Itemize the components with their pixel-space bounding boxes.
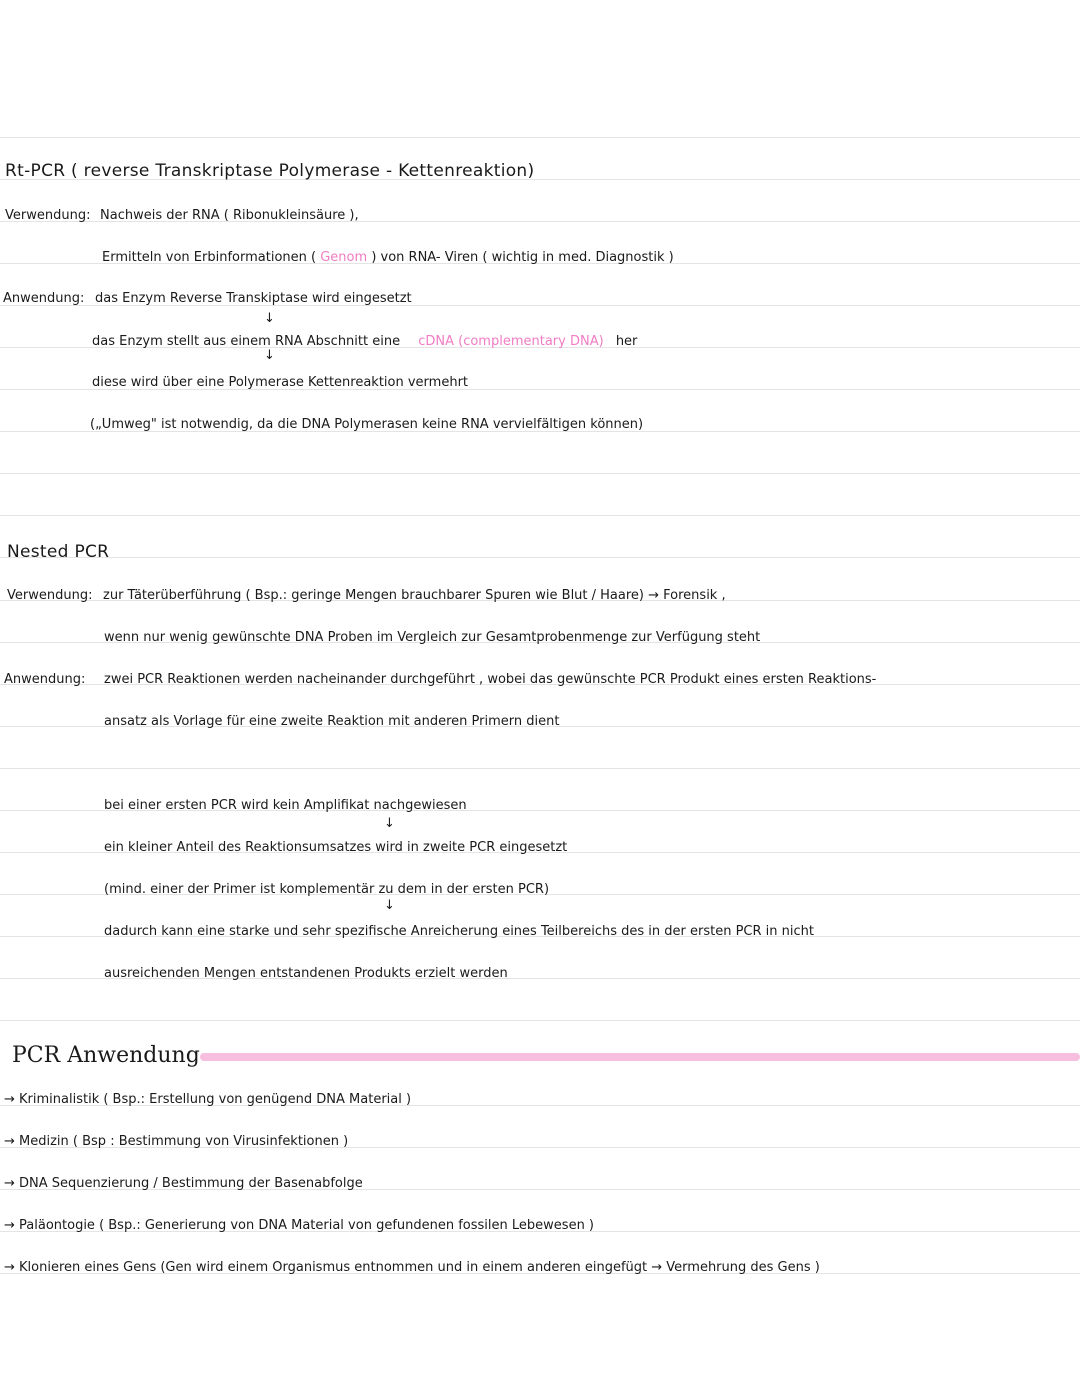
nested-detail-line-2: ein kleiner Anteil des Reaktionsumsatzes wird in zweite PCR eingesetzt	[104, 840, 568, 855]
rt-anwendung-line-4: („Umweg" ist notwendig, da die DNA Polymerasen keine RNA vervielfältigen können)	[90, 417, 644, 432]
nested-detail-line-5: ausreichenden Mengen entstandenen Produkts erzielt werden	[104, 966, 508, 981]
rt-verwendung-line-1: Nachweis der RNA ( Ribonukleinsäure ),	[100, 208, 359, 223]
rt-anwendung-line-3: diese wird über eine Polymerase Kettenreaktion vermehrt	[92, 375, 469, 390]
rt-anwendung-line-2-end: her	[615, 334, 638, 349]
rt-verwendung-line-2-end: ) von RNA- Viren ( wichtig in med. Diagnostik )	[371, 250, 674, 265]
anwendung-label: Anwendung:	[3, 291, 85, 306]
nested-detail-line-1: bei einer ersten PCR wird kein Amplifikat nachgewiesen	[104, 798, 467, 813]
rt-anwendung-line-2-start: das Enzym stellt aus einem RNA Abschnitt eine	[92, 334, 401, 349]
list-item: → Klonieren eines Gens (Gen wird einem Organismus entnommen und in einem anderen eingefügt → Vermehrung des Gens )	[4, 1260, 820, 1275]
rt-anwendung-line-1: das Enzym Reverse Transkiptase wird eingesetzt	[95, 291, 412, 306]
anwendung-label: Anwendung:	[4, 672, 86, 687]
pcr-anwendung-title: PCR Anwendung	[12, 1043, 200, 1068]
list-item: → Paläontogie ( Bsp.: Generierung von DNA Material von gefundenen fossilen Lebewesen )	[4, 1218, 595, 1233]
nested-anwendung-line-1: zwei PCR Reaktionen werden nacheinander durchgeführt , wobei das gewünschte PCR Produkt eines ersten Reaktions-	[104, 672, 877, 687]
rt-verwendung-line-2-start: Ermitteln von Erbinformationen (	[102, 250, 317, 265]
nested-verwendung-line-1: zur Täterüberführung ( Bsp.: geringe Mengen brauchbarer Spuren wie Blut / Haare) → Forensik ,	[103, 588, 726, 603]
list-item: → Kriminalistik ( Bsp.: Erstellung von genügend DNA Material )	[4, 1092, 412, 1107]
verwendung-label: Verwendung:	[7, 588, 93, 603]
cdna-term: cDNA (complementary DNA)	[418, 334, 604, 349]
title-highlight-bar	[200, 1053, 1080, 1061]
down-arrow-icon: ↓	[384, 898, 395, 913]
nested-verwendung-line-2: wenn nur wenig gewünschte DNA Proben im Vergleich zur Gesamtprobenmenge zur Verfügung steht	[104, 630, 761, 645]
nested-pcr-title: Nested PCR	[7, 542, 110, 562]
verwendung-label: Verwendung:	[5, 208, 91, 223]
down-arrow-icon: ↓	[264, 311, 275, 326]
nested-detail-line-3: (mind. einer der Primer ist komplementär zu dem in der ersten PCR)	[104, 882, 550, 897]
list-item: → Medizin ( Bsp : Bestimmung von Virusinfektionen )	[4, 1134, 349, 1149]
rt-verwendung-line-2	[102, 249, 674, 267]
list-item: → DNA Sequenzierung / Bestimmung der Basenabfolge	[4, 1176, 363, 1191]
rt-pcr-title: Rt-PCR ( reverse Transkriptase Polymerase - Kettenreaktion)	[5, 161, 535, 181]
genom-term: Genom	[320, 250, 368, 265]
nested-anwendung-line-2: ansatz als Vorlage für eine zweite Reaktion mit anderen Primern dient	[104, 714, 560, 729]
rt-anwendung-line-2	[92, 333, 637, 351]
down-arrow-icon: ↓	[384, 816, 395, 831]
down-arrow-icon: ↓	[264, 348, 275, 363]
nested-detail-line-4: dadurch kann eine starke und sehr spezifische Anreicherung eines Teilbereichs des in der ersten PCR in nicht	[104, 924, 814, 939]
